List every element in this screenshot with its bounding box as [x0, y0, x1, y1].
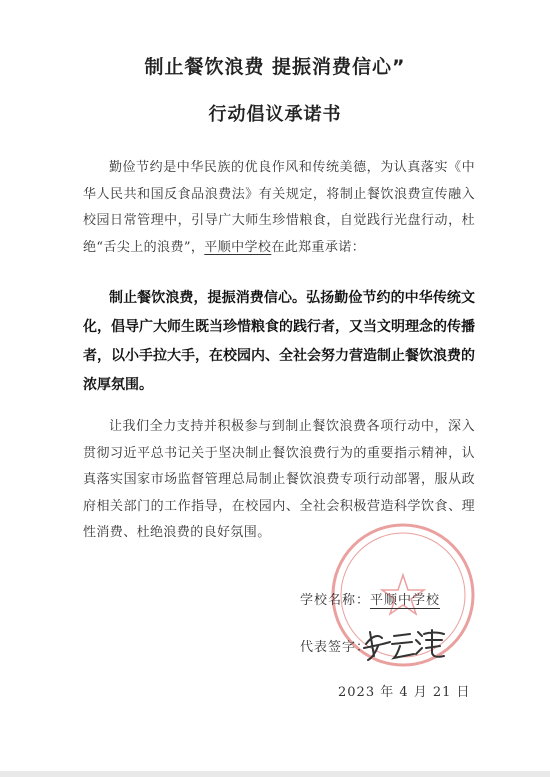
document-title: 制止餐饮浪费 提振消费信心” — [144, 56, 406, 78]
intro-text: 勤俭节约是中华民族的优良作风和传统美德，为认真落实《中华人民共和国反食品浪费法》有关规定，将制止餐饮浪费宣传融入校园日常管理中，引导广大师生珍惜粮食，自觉践行光盘行动，杜绝“舌尖上的浪费”， — [83, 160, 475, 255]
school-name-label: 学校名称： — [300, 593, 371, 608]
handwritten-signature — [360, 622, 450, 664]
document-subtitle: 行动倡议承诺书 — [208, 104, 342, 125]
intro-text-end: 在此郑重承诺： — [271, 239, 366, 255]
representative-label: 代表签字： — [300, 640, 371, 655]
school-name-value: 平顺中学校 — [370, 593, 441, 608]
intro-school-name: 平顺中学校 — [204, 239, 272, 255]
paragraph-commitment: 制止餐饮浪费，提振消费信心。弘扬勤俭节约的中华传统文化，倡导广大师生既当珍惜粮食的践行者，又当文明理念的传播者，以小手拉大手，在校园内、全社会努力营造制止餐饮浪费的浓厚氛围。 — [83, 290, 475, 393]
paragraph-call-to-action: 让我们全力支持并积极参与到制止餐饮浪费各项行动中，深入贯彻习近平总书记关于坚决制止餐饮浪费行为的重要指示精神，认真落实国家市场监督管理总局制止餐饮浪费专项行动部署，服从政府相关部门的工作指导，在校园内、全社会积极营造科学饮食、理性消费、杜绝浪费的良好氛围。 — [83, 419, 475, 540]
sign-date: 2023 年 4 月 21 日 — [338, 685, 471, 700]
paragraph-intro — [83, 155, 475, 261]
school-name-row — [300, 589, 440, 608]
